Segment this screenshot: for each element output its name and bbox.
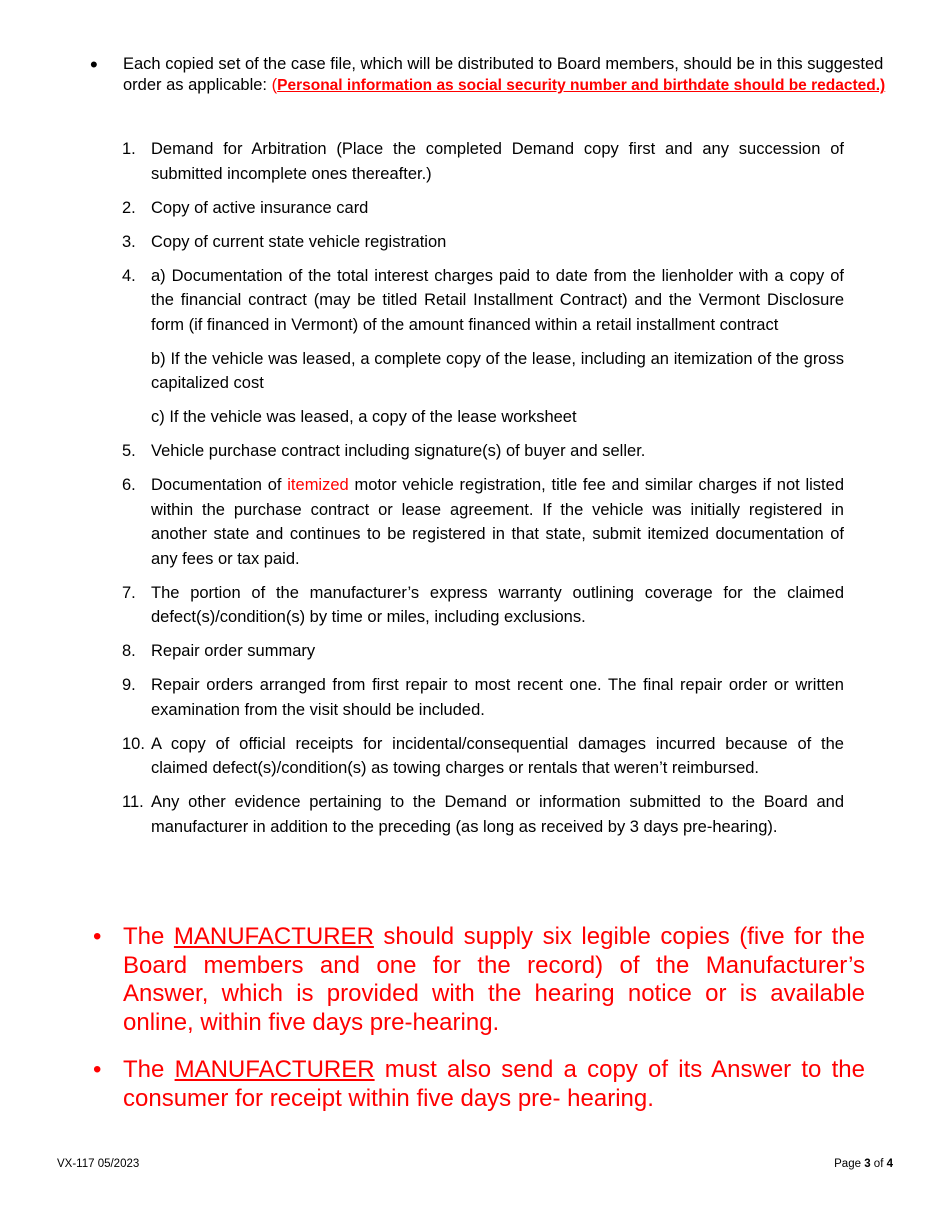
notice-text — [123, 1056, 865, 1113]
page-total: 4 — [886, 1158, 893, 1170]
item-subpart-b: b) If the vehicle was leased, a complete copy of the lease, including an itemization of the gross capitalized cost — [151, 349, 844, 392]
manufacturer-notice-copies — [93, 923, 865, 1037]
intro-bullet-item — [90, 54, 900, 96]
item-number: 9. — [122, 676, 136, 694]
item-highlight: itemized — [287, 476, 349, 494]
item-number: 4. — [122, 266, 136, 285]
list-item — [122, 137, 844, 186]
item-text: Vehicle purchase contract including signature(s) of buyer and seller. — [151, 442, 646, 460]
list-item — [122, 732, 844, 781]
item-number: 1. — [122, 140, 136, 158]
intro-text: Each copied set of the case file, which will be distributed to Board members, should be in this suggested order as applicable: — [123, 55, 884, 94]
item-number: 2. — [122, 198, 136, 217]
item-text: Any other evidence pertaining to the Demand or information submitted to the Board and manufacturer in addition to the preceding (as long as received by 3 days pre-hearing). — [151, 793, 844, 836]
bullet-dot: • — [90, 52, 98, 77]
item-text-pre: Documentation of — [151, 476, 288, 494]
page-current: 3 — [864, 1158, 871, 1170]
document-list — [122, 137, 844, 849]
item-text-post: motor vehicle registration, title fee and similar charges if not listed within the purchase contract or lease agreement. If the vehicle was initially registered in another state and continues to be registered in that state, submit itemized documentation of any fees or tax paid. — [151, 476, 844, 568]
list-item — [122, 264, 844, 430]
manufacturer-word: MANUFACTURER — [174, 1056, 375, 1083]
notice-pre: The — [123, 1056, 175, 1083]
of-label: of — [870, 1158, 887, 1170]
item-number: 10. — [122, 734, 145, 753]
item-subpart-a: a) Documentation of the total interest charges paid to date from the lienholder with a copy of the financial contract (may be titled Retail Installment Contract) and the Vermont Disclosure form (if financed in Vermont) of the amount financed within a retail installment contract — [151, 266, 844, 334]
item-text: A copy of official receipts for incidental/consequential damages incurred because of the claimed defect(s)/condition(s) as towing charges or rentals that weren’t reimbursed. — [151, 734, 844, 777]
intro-text-block — [123, 54, 900, 96]
notice-post: should supply six legible copies (five for the Board members and one for the record) of the Manufacturer’s Answer, which is provided with the hearing notice or is available online, within five days pre-hearing. — [123, 923, 865, 1036]
notice-pre: The — [123, 923, 174, 950]
bullet-dot: • — [93, 923, 102, 950]
item-number: 8. — [122, 642, 136, 660]
list-item — [122, 473, 844, 571]
redaction-warning: Personal information as social security number and birthdate should be redacted.) — [277, 77, 886, 94]
item-text: The portion of the manufacturer’s express warranty outlining coverage for the claimed defect(s)/condition(s) by time or miles, including exclusions. — [151, 583, 844, 626]
list-item — [122, 673, 844, 722]
list-item — [122, 439, 844, 464]
notice-post: must also send a copy of its Answer to the consumer for receipt within five days pre- hearing. — [123, 1056, 865, 1112]
notice-text — [123, 923, 865, 1037]
item-number: 5. — [122, 442, 136, 460]
item-number: 3. — [122, 232, 136, 251]
list-item — [122, 790, 844, 839]
item-text: Repair orders arranged from first repair to most recent one. The final repair order or written examination from the visit should be included. — [151, 676, 844, 719]
intro-paren: ( — [271, 76, 278, 94]
manufacturer-word: MANUFACTURER — [173, 923, 374, 950]
list-item — [122, 230, 844, 255]
page-label: Page — [834, 1158, 865, 1170]
item-text: Repair order summary — [151, 642, 316, 660]
list-item — [122, 196, 844, 221]
list-item — [122, 581, 844, 630]
bullet-dot: • — [93, 1056, 102, 1083]
manufacturer-notice-answer — [93, 1056, 865, 1113]
list-item — [122, 639, 844, 664]
page-number — [834, 1158, 893, 1170]
item-number: 6. — [122, 476, 136, 494]
item-number: 11. — [122, 793, 144, 811]
item-number: 7. — [122, 583, 136, 602]
item-text: Copy of current state vehicle registration — [151, 232, 447, 251]
form-id: VX-117 05/2023 — [57, 1158, 140, 1170]
item-text: Demand for Arbitration (Place the completed Demand copy first and any succession of submitted incomplete ones thereafter.) — [151, 140, 844, 183]
item-text: Copy of active insurance card — [151, 198, 369, 217]
item-subpart-c: c) If the vehicle was leased, a copy of the lease worksheet — [151, 408, 577, 426]
